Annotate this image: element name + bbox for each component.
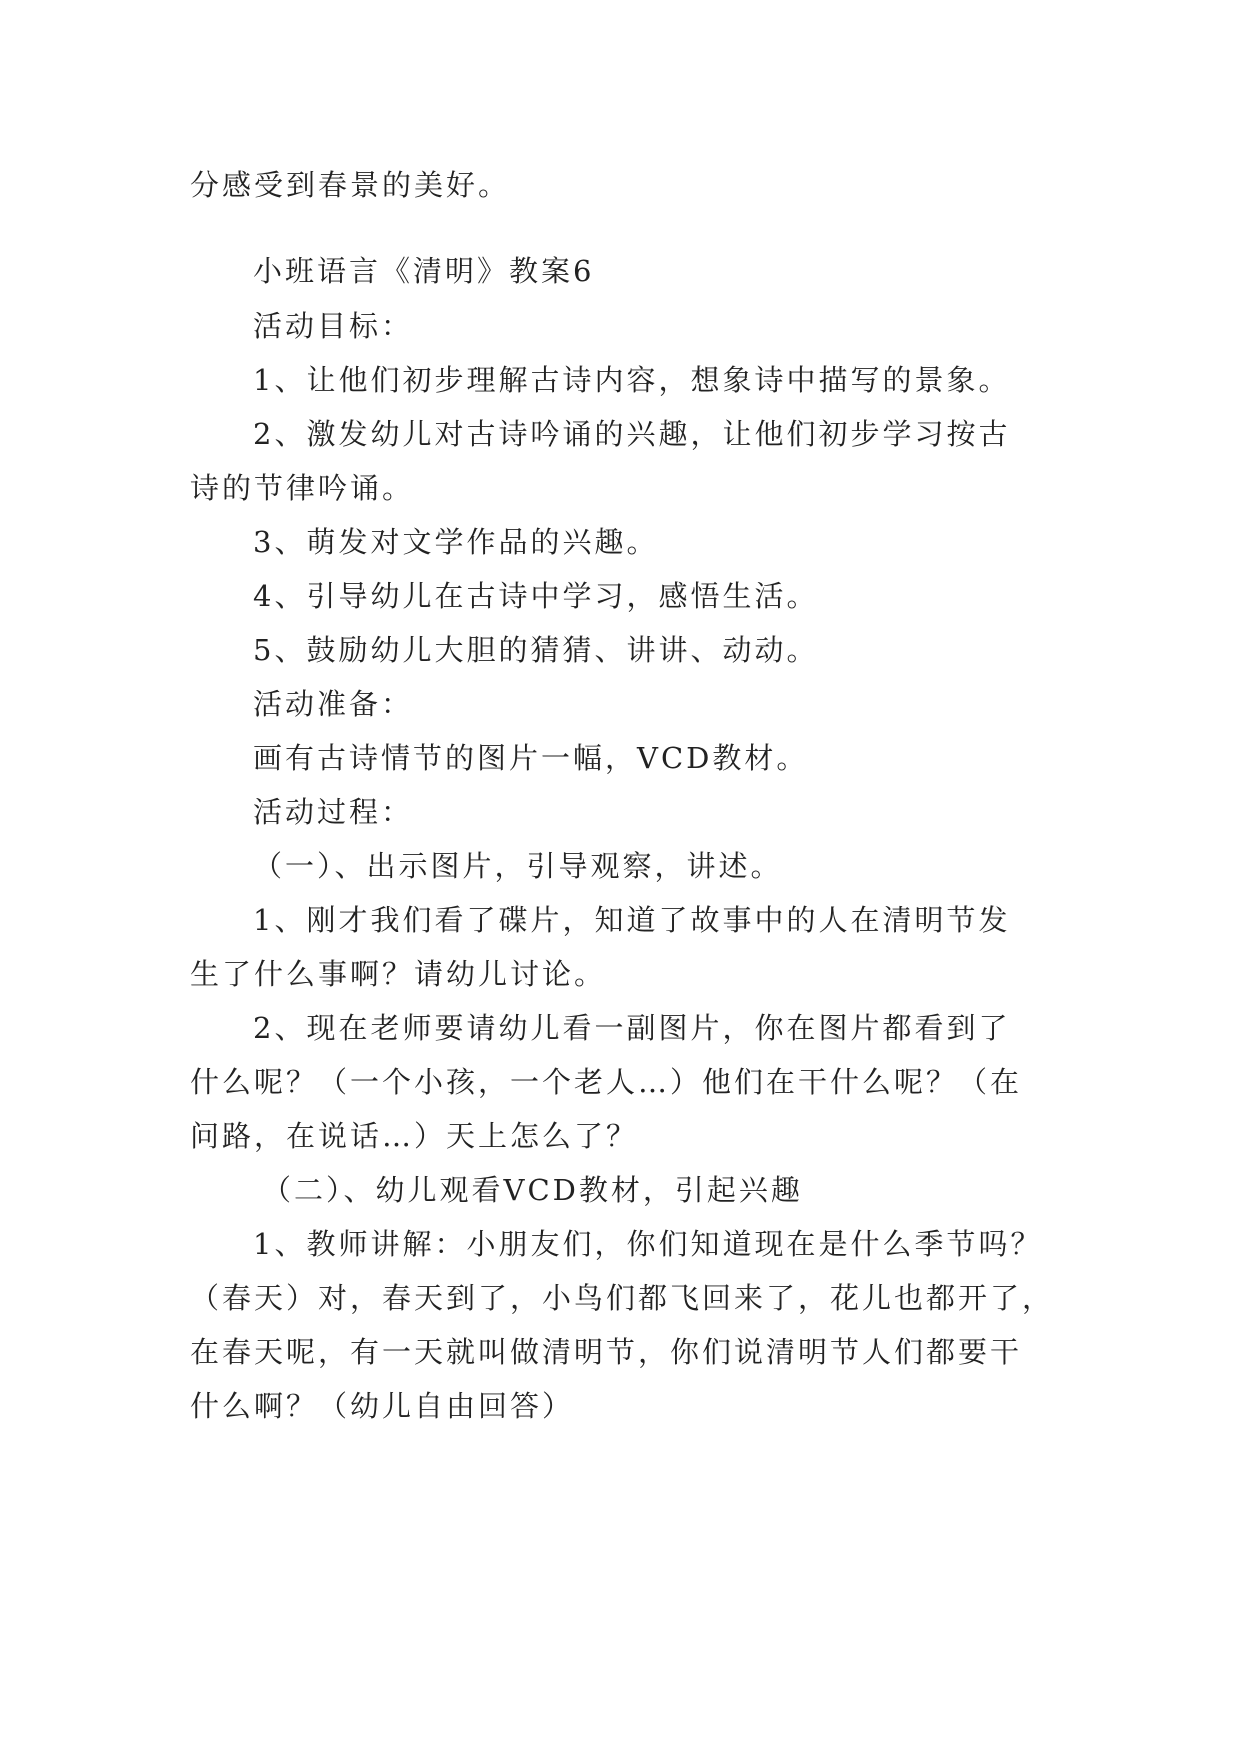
goal-item: 4、引导幼儿在古诗中学习，感悟生活。 — [253, 579, 819, 613]
process-item-continued: 问路，在说话…）天上怎么了？ — [190, 1119, 639, 1153]
goal-item: 1、让他们初步理解古诗内容，想象诗中描写的景象。 — [253, 363, 1011, 397]
heading-preparation: 活动准备： — [253, 687, 414, 721]
process-step-heading: （二）、幼儿观看VCD教材，引起兴趣 — [262, 1173, 803, 1207]
process-item: 1、刚才我们看了碟片，知道了故事中的人在清明节发 — [253, 903, 1011, 937]
process-item: 2、现在老师要请幼儿看一副图片，你在图片都看到了 — [253, 1011, 1011, 1045]
process-item-continued: 什么呢？（一个小孩，一个老人…）他们在干什么呢？（在 — [190, 1065, 1023, 1099]
paragraph-line: 分感受到春景的美好。 — [190, 168, 511, 202]
preparation-text: 画有古诗情节的图片一幅，VCD教材。 — [253, 741, 809, 775]
goal-item: 5、鼓励幼儿大胆的猜猜、讲讲、动动。 — [253, 633, 819, 667]
goal-item: 2、激发幼儿对古诗吟诵的兴趣，让他们初步学习按古 — [253, 417, 1011, 451]
section-title: 小班语言《清明》教案6 — [253, 254, 595, 288]
process-item-continued: （春天）对，春天到了，小鸟们都飞回来了，花儿也都开了， — [190, 1281, 1055, 1315]
process-step-heading: （一）、出示图片，引导观察，讲述。 — [253, 849, 783, 883]
goal-item-continued: 诗的节律吟诵。 — [190, 471, 415, 505]
process-item-continued: 生了什么事啊？请幼儿讨论。 — [190, 957, 607, 991]
heading-goals: 活动目标： — [253, 309, 414, 343]
process-item-continued: 什么啊？（幼儿自由回答） — [190, 1389, 575, 1423]
process-item: 1、教师讲解：小朋友们，你们知道现在是什么季节吗？ — [253, 1227, 1043, 1261]
process-item-continued: 在春天呢，有一天就叫做清明节，你们说清明节人们都要干 — [190, 1335, 1023, 1369]
heading-process: 活动过程： — [253, 795, 414, 829]
goal-item: 3、萌发对文学作品的兴趣。 — [253, 525, 659, 559]
